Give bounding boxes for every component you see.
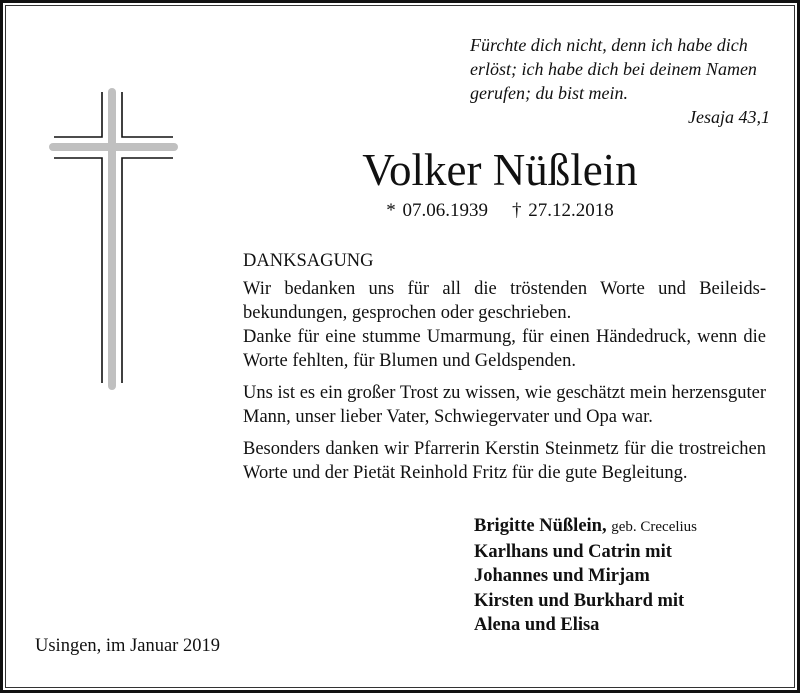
quote-line: gerufen; du bist mein. xyxy=(470,83,628,103)
paragraph-line: Wir bedanken uns für all die tröstenden Worte und Beileidsbekundungen, gesprochen oder geschrieben. xyxy=(243,279,766,323)
quote-line: erlöst; ich habe dich bei deinem Namen xyxy=(470,59,757,79)
life-dates xyxy=(300,199,700,223)
paragraph: Uns ist es ein großer Trost zu wissen, wie geschätzt mein herzensguter Mann, unser lieber Vater, Schwiegervater und Opa war. xyxy=(243,383,766,427)
section-heading: DANKSAGUNG xyxy=(243,251,374,271)
signature-block xyxy=(474,514,697,638)
signature-line: Kirsten und Burkhard mit xyxy=(474,590,685,611)
death-date: † 27.12.2018 xyxy=(512,200,614,221)
bible-quote xyxy=(470,33,770,129)
thanks-text xyxy=(243,249,766,493)
quote-reference: Jesaja 43,1 xyxy=(688,107,770,127)
birth-date: * 07.06.1939 xyxy=(386,200,488,221)
place-date: Usingen, im Januar 2019 xyxy=(35,636,220,656)
signature-note: geb. Crecelius xyxy=(611,519,698,535)
quote-line: Fürchte dich nicht, denn ich habe dich xyxy=(470,35,748,55)
deceased-name: Volker Nüßlein xyxy=(362,145,638,195)
cross-icon xyxy=(40,80,190,400)
paragraph-line: Danke für eine stumme Umarmung, für einen Händedruck, wenn die Worte fehlten, für Blumen und Geldspenden. xyxy=(243,327,766,371)
signature-line: Johannes und Mirjam xyxy=(474,566,650,586)
paragraph: Besonders danken wir Pfarrerin Kerstin Steinmetz für die trostreichen Worte und der Pietät Reinhold Fritz für die gute Begleitung. xyxy=(243,439,766,483)
signature-line: Karlhans und Catrin mit xyxy=(474,541,672,562)
paragraph xyxy=(243,277,766,373)
signature-name: Brigitte Nüßlein, xyxy=(474,516,607,536)
signature-line: Alena und Elisa xyxy=(474,615,600,635)
